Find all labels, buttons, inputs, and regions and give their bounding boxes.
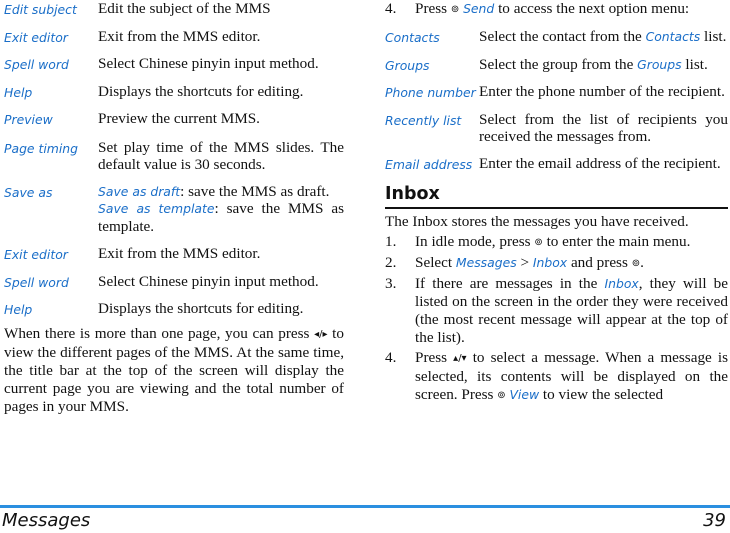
def-term: Groups <box>385 57 430 73</box>
ok-key-icon: ⊚ <box>631 258 641 269</box>
def-row <box>4 74 344 102</box>
def-desc: Select Chinese pinyin input method. <box>98 55 319 72</box>
step-text: , they will be listed on the screen in the order they were received (the most recent message will appear at the top of the list). <box>415 275 729 346</box>
def-desc: Exit from the MMS editor. <box>98 27 261 45</box>
step-text: to select a message. When a message is selected, its contents will be displayed on the screen. Press <box>415 349 729 403</box>
def-term: Spell word <box>4 57 69 72</box>
def-row <box>4 291 344 319</box>
step-text: to view the selected <box>542 386 664 403</box>
def-desc: Select from the list of recipients you received the messages from. <box>479 110 728 145</box>
step-text: > <box>520 254 530 271</box>
inbox-intro: The Inbox stores the messages you have received. <box>385 213 689 230</box>
def-desc: Select the group from the <box>479 55 634 73</box>
def-desc: Enter the email address of the recipient. <box>479 154 721 172</box>
step-number: 4. <box>385 0 397 17</box>
inbox-heading: Inbox <box>385 183 728 209</box>
def-desc: Set play time of the MMS slides. The default value is 30 seconds. <box>98 138 344 173</box>
def-row <box>385 102 728 146</box>
list-item <box>385 349 728 405</box>
step-text: to access the next option menu: <box>498 0 690 17</box>
ok-key-icon: ⊚ <box>497 390 506 401</box>
def-term: Spell word <box>4 274 69 290</box>
save-as-template-link[interactable]: Save as template <box>98 201 215 216</box>
section-title: Messages <box>2 510 91 531</box>
step-text: and press <box>570 254 628 271</box>
def-row <box>4 101 344 129</box>
step-number: 4. <box>385 349 397 366</box>
messages-link[interactable]: Messages <box>455 255 517 270</box>
def-row <box>4 129 344 174</box>
def-row <box>4 19 344 47</box>
def-term: Exit editor <box>4 29 68 45</box>
def-term: Recently list <box>385 112 462 128</box>
save-as-draft-text: : save the MMS as draft. <box>180 182 330 200</box>
def-row <box>4 174 344 236</box>
def-term: Contacts <box>385 30 440 45</box>
def-row <box>4 46 344 74</box>
right-column <box>385 0 728 407</box>
step-text: to enter the main menu. <box>546 233 691 250</box>
def-desc: Preview the current MMS. <box>98 110 260 127</box>
def-term: Help <box>4 302 33 317</box>
step-number: 3. <box>385 275 397 292</box>
edit-options-table <box>4 0 344 319</box>
def-desc: Edit the subject of the MMS <box>98 0 271 17</box>
left-right-key-icon: ◂/▸ <box>314 328 328 340</box>
inbox-link[interactable]: Inbox <box>532 255 568 270</box>
step-text: In idle mode, press <box>415 233 531 250</box>
step-text: Select <box>415 254 453 271</box>
step-number: 1. <box>385 233 397 250</box>
inbox-link[interactable]: Inbox <box>604 276 639 291</box>
def-row <box>4 0 344 19</box>
list-item <box>385 0 728 19</box>
step-number: 2. <box>385 254 397 271</box>
save-as-template-desc <box>98 200 344 235</box>
pages-paragraph-start: When there is more than one page, you can press <box>4 324 310 342</box>
list-item <box>385 275 728 347</box>
def-row <box>385 74 728 102</box>
up-down-key-icon: ▴/▾ <box>453 353 467 364</box>
ok-key-icon: ⊚ <box>450 4 460 15</box>
pages-paragraph <box>4 325 344 416</box>
page-number: 39 <box>703 510 726 531</box>
def-desc: list. <box>685 55 708 73</box>
def-desc: Exit from the MMS editor. <box>98 245 261 262</box>
left-column <box>4 0 344 416</box>
def-row <box>4 235 344 264</box>
def-term: Email address <box>385 156 473 172</box>
def-term: Preview <box>4 112 53 127</box>
def-term: Save as <box>4 184 53 200</box>
def-desc: Displays the shortcuts for editing. <box>98 82 304 100</box>
def-term: Edit subject <box>4 2 77 17</box>
save-as-draft-link[interactable]: Save as draft <box>98 183 181 199</box>
pages-paragraph-end: to view the different pages of the MMS. At the same time, the title bar at the top of the screen will display the current page you are viewing and the total number of pages in your MMS. <box>4 324 344 415</box>
list-item <box>385 233 728 252</box>
step-text: . <box>640 254 644 271</box>
def-term: Help <box>4 84 33 100</box>
contacts-link[interactable]: Contacts <box>645 29 701 44</box>
ok-key-icon: ⊚ <box>534 237 543 248</box>
save-as-draft-desc <box>98 183 344 201</box>
def-desc: Select Chinese pinyin input method. <box>98 272 319 290</box>
send-link[interactable]: Send <box>463 1 495 16</box>
send-options-table <box>385 23 728 173</box>
def-row <box>4 264 344 292</box>
list-item <box>385 254 728 273</box>
def-row <box>385 47 728 75</box>
def-term: Page timing <box>4 140 79 156</box>
def-term: Exit editor <box>4 247 68 262</box>
def-desc: Enter the phone number of the recipient. <box>479 83 725 100</box>
def-row <box>385 23 728 47</box>
step-text: If there are messages in the <box>415 275 598 292</box>
def-desc: Select the contact from the <box>479 28 642 45</box>
save-as-template-text: : save the MMS as template. <box>98 200 344 235</box>
def-row <box>385 146 728 174</box>
footer-rule <box>0 505 730 508</box>
step-text: Press <box>415 0 448 17</box>
def-desc: Displays the shortcuts for editing. <box>98 300 304 317</box>
view-link[interactable]: View <box>509 387 540 402</box>
def-term: Phone number <box>385 85 476 100</box>
def-desc: list. <box>704 28 727 45</box>
groups-link[interactable]: Groups <box>637 56 682 72</box>
send-step-list <box>385 0 728 19</box>
step-text: Press <box>415 349 448 366</box>
inbox-steps <box>385 233 728 405</box>
